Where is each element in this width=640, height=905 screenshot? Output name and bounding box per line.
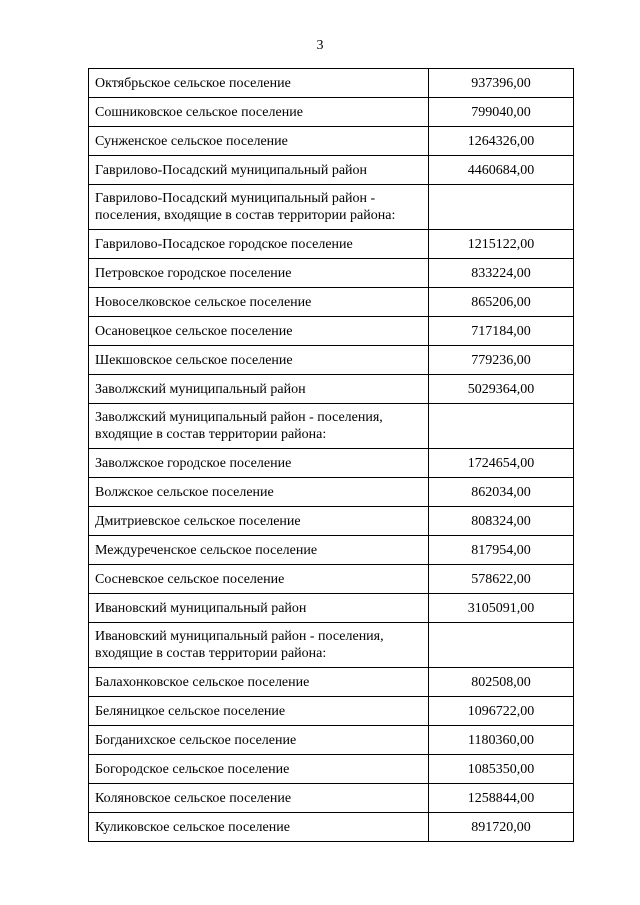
settlement-name: Новоселковское сельское поселение: [89, 288, 429, 317]
amount-value: 1180360,00: [429, 726, 574, 755]
district-name: Гаврилово-Посадский муниципальный район: [89, 156, 429, 185]
table-row: [89, 784, 574, 813]
table-row-group-header: [89, 404, 574, 449]
settlement-name: Междуреченское сельское поселение: [89, 536, 429, 565]
table-row: [89, 668, 574, 697]
table-row: [89, 230, 574, 259]
group-header-label: Ивановский муниципальный район - поселения, входящие в состав территории района:: [89, 623, 429, 668]
district-name: Заволжский муниципальный район: [89, 375, 429, 404]
table-row: [89, 259, 574, 288]
amount-empty: [429, 185, 574, 230]
table-row: [89, 594, 574, 623]
amount-empty: [429, 404, 574, 449]
table-row: [89, 565, 574, 594]
settlement-name: Сошниковское сельское поселение: [89, 98, 429, 127]
table-row: [89, 288, 574, 317]
settlement-name: Дмитриевское сельское поселение: [89, 507, 429, 536]
table-row-group-header: [89, 623, 574, 668]
amount-empty: [429, 623, 574, 668]
amount-value: 1215122,00: [429, 230, 574, 259]
table-row: [89, 346, 574, 375]
table-row-group-header: [89, 185, 574, 230]
settlement-name: Заволжское городское поселение: [89, 449, 429, 478]
amount-value: 865206,00: [429, 288, 574, 317]
table-row: [89, 726, 574, 755]
table-row: [89, 813, 574, 842]
table-row: [89, 697, 574, 726]
amount-value: 833224,00: [429, 259, 574, 288]
amount-value: 817954,00: [429, 536, 574, 565]
amount-value: 779236,00: [429, 346, 574, 375]
group-header-label: Заволжский муниципальный район - поселения, входящие в состав территории района:: [89, 404, 429, 449]
settlement-name: Богданихское сельское поселение: [89, 726, 429, 755]
settlement-name: Осановецкое сельское поселение: [89, 317, 429, 346]
amount-value: 717184,00: [429, 317, 574, 346]
settlement-name: Сосневское сельское поселение: [89, 565, 429, 594]
table-row: [89, 536, 574, 565]
table-row: [89, 98, 574, 127]
page-number: 3: [316, 38, 324, 53]
amount-value: 578622,00: [429, 565, 574, 594]
amount-value: 802508,00: [429, 668, 574, 697]
table-row: [89, 69, 574, 98]
table-row: [89, 127, 574, 156]
amount-value: 1096722,00: [429, 697, 574, 726]
table-row: [89, 156, 574, 185]
settlement-name: Беляницкое сельское поселение: [89, 697, 429, 726]
amount-value: 1258844,00: [429, 784, 574, 813]
amount-value: 808324,00: [429, 507, 574, 536]
amount-value: 1264326,00: [429, 127, 574, 156]
settlement-name: Волжское сельское поселение: [89, 478, 429, 507]
settlement-name: Шекшовское сельское поселение: [89, 346, 429, 375]
table-row: [89, 755, 574, 784]
settlement-name: Куликовское сельское поселение: [89, 813, 429, 842]
group-header-label: Гаврилово-Посадский муниципальный район - поселения, входящие в состав территории района:: [89, 185, 429, 230]
settlement-name: Петровское городское поселение: [89, 259, 429, 288]
settlement-name: Октябрьское сельское поселение: [89, 69, 429, 98]
amount-value: 799040,00: [429, 98, 574, 127]
amount-value: 1724654,00: [429, 449, 574, 478]
amount-value: 937396,00: [429, 69, 574, 98]
settlement-name: Балахонковское сельское поселение: [89, 668, 429, 697]
table-row: [89, 449, 574, 478]
budget-table: [88, 68, 574, 842]
settlement-name: Гаврилово-Посадское городское поселение: [89, 230, 429, 259]
table-row: [89, 507, 574, 536]
settlement-name: Сунженское сельское поселение: [89, 127, 429, 156]
amount-value: 3105091,00: [429, 594, 574, 623]
amount-value: 862034,00: [429, 478, 574, 507]
settlement-name: Коляновское сельское поселение: [89, 784, 429, 813]
district-name: Ивановский муниципальный район: [89, 594, 429, 623]
settlement-name: Богородское сельское поселение: [89, 755, 429, 784]
amount-value: 1085350,00: [429, 755, 574, 784]
amount-value: 4460684,00: [429, 156, 574, 185]
amount-value: 891720,00: [429, 813, 574, 842]
table-row: [89, 478, 574, 507]
table-row: [89, 375, 574, 404]
amount-value: 5029364,00: [429, 375, 574, 404]
table-row: [89, 317, 574, 346]
